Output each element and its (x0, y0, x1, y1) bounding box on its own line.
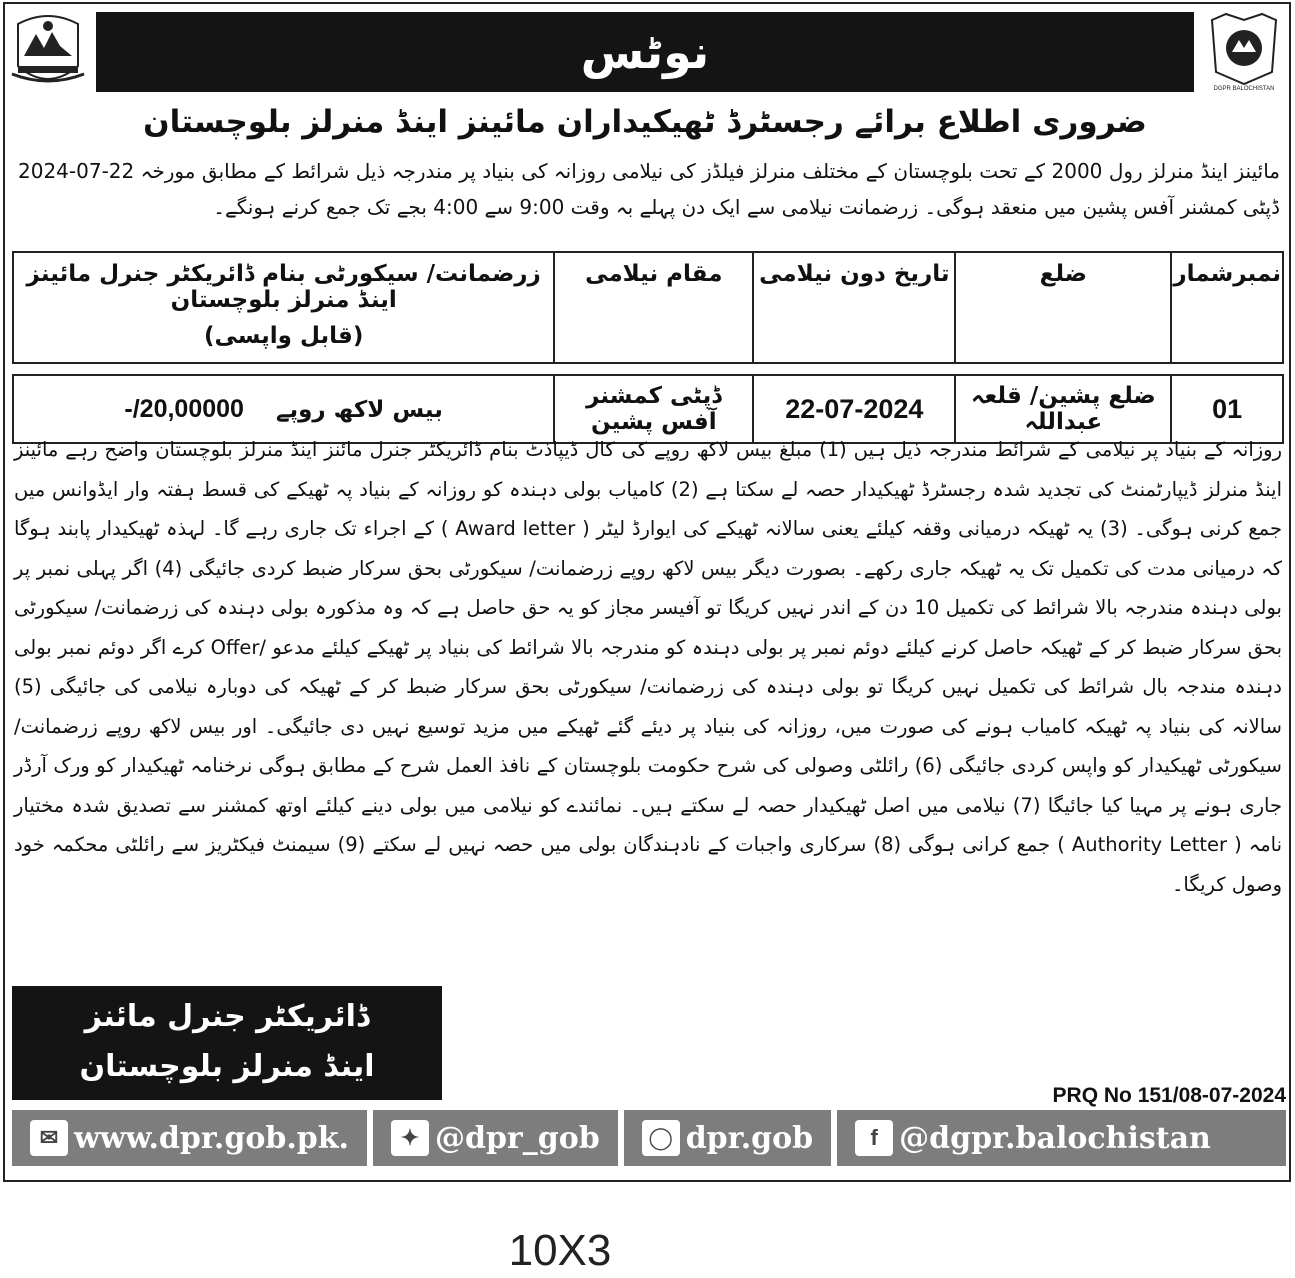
web-icon: ✉ (30, 1120, 68, 1156)
header-serial: نمبرشمار (1171, 252, 1283, 363)
signature-line-2: اینڈ منرلز بلوچستان (79, 1049, 375, 1084)
divider (618, 1110, 624, 1166)
signature-line-1: ڈائریکٹر جنرل مائنز (84, 999, 370, 1034)
twitter-icon: ✦ (391, 1120, 429, 1156)
header-security (13, 252, 554, 363)
cell-district: ضلع پشین/ قلعہ عبداللہ (955, 375, 1171, 443)
facebook-text: @dgpr.balochistan (899, 1120, 1211, 1156)
website-link[interactable] (30, 1120, 349, 1156)
header-venue: مقام نیلامی (554, 252, 753, 363)
cell-date: 22-07-2024 (753, 375, 955, 443)
header-security-note: (قابل واپسی) (203, 323, 364, 349)
dgpr-logo-label: DGPR BALOCHISTAN (1213, 86, 1275, 92)
social-links-bar (12, 1110, 1286, 1166)
instagram-text: dpr.gob (685, 1120, 814, 1156)
header-security-label: زرضمانت/ سیکورٹی بنام ڈائریکٹر جنرل مائینز اینڈ منرلز بلوچستان (26, 261, 541, 313)
terms-paragraph: روزانہ کے بنیاد پر نیلامی کے شرائط مندرجہ ذیل ہیں (1) مبلغ بیس لاکھ روپے کی کال ڈیپاذٹ بنام ڈائریکٹر جنرل مائنز اینڈ منرلز بلوچستان واضح رہے مائینز اینڈ منرلز ڈیپارٹمنٹ کی تجدید شدہ رجسٹرڈ ٹھیکیدار حصہ لے سکتا ہے (2) کامیاب بولی دہندہ کو روزانہ کے بنیاد پہ ٹھیکے کی قسط ہفتہ وار ایڈوانس میں جمع کرنی ہوگی۔ (3) یہ ٹھیکہ درمیانی وقفہ کیلئے یعنی سالانہ ٹھیکے کی ایوارڈ لیٹر ( Award letter ) کے اجراء تک جاری رہے گا۔ لہذہ ٹھیکیدار پابند ہوگا کہ درمیانی مدت کی تکمیل تک یہ ٹھیکہ جاری رکھے۔ بصورت دیگر بیس لاکھ روپے زرضمانت/ سیکورٹی بحق سرکار ضبط کردی جائیگی (4) اگر پہلی نمبر پر بولی دہندہ مندرجہ بالا شرائط کی تکمیل 10 دن کے اندر نہیں کریگا تو آفیسر مجاز کو یہ حق حاصل ہے کہ وہ مذکورہ بولی دہندہ کی زرضمانت/ سیکورٹی بحق سرکار ضبط کر کے ٹھیکہ حاصل کرنے کیلئے دوئم نمبر پر بولی دہندہ کو مندرجہ بالا شرائط کی بنیاد پر ٹھیکے کیلئے مدعو /Offer کرے اگر دوئم نمبر بولی دہندہ مندجہ بال شرائط کی تکمیل نہیں کریگا تو بولی دہندہ کی زرضمانت/ سیکورٹی بحق سرکار ضبط کر کے ٹھیکہ کی دوبارہ نیلامی کی جائیگی (5) سالانہ کی بنیاد پہ ٹھیکہ کامیاب ہونے کی صورت میں، روزانہ کی بنیاد پر دیئے گئے ٹھیکے میں مزید توسیع نہیں دی جائیگی۔ اور بیس لاکھ روپے زرضمانت/ سیکورٹی ٹھیکیدار کو واپس کردی جائیگی (6) رائلٹی وصولی کی شرح حکومت بلوچستان کے نافذ العمل شرح کے مطابق ہوگی نرخنامہ ٹھیکیدار کو ورک آرڈر جاری ہونے پر مہیا کیا جائیگا (7) نیلامی میں اصل ٹھیکیدار حصہ لے سکتے ہیں۔ نمائندے کو نیلامی میں بولی دینے کیلئے اوتھ کمشنر سے تصدیق شدہ مختیار نامہ ( Authority Letter ) جمع کرانی ہوگی (8) سرکاری واجبات کے نادہندگان بولی میں حصہ نہیں لے سکتے (9) سیمنٹ فیکٹریز سے رائلٹی محکمہ خود وصول کریگا۔ (14, 438, 1283, 896)
twitter-link[interactable] (391, 1120, 600, 1156)
twitter-text: @dpr_gob (434, 1120, 600, 1156)
table-header-row (13, 252, 1283, 363)
cell-serial: 01 (1171, 375, 1283, 443)
facebook-link[interactable] (855, 1120, 1211, 1156)
balochistan-emblem-icon (8, 12, 88, 92)
divider (367, 1110, 373, 1166)
signature-box (12, 986, 442, 1100)
auction-schedule-table (12, 251, 1284, 444)
facebook-icon: f (855, 1120, 893, 1156)
notice-title: نوٹس (96, 12, 1194, 92)
cell-venue: ڈپٹی کمشنر آفس پشین (554, 375, 753, 443)
instagram-icon: ◯ (642, 1120, 680, 1156)
header-district: ضلع (955, 252, 1171, 363)
amount-value: 20,00000/- (124, 394, 244, 423)
amount-words: بیس لاکھ روپے (275, 396, 443, 423)
website-text: www.dpr.gob.pk. (74, 1120, 349, 1156)
notice-headline: ضروری اطلاع برائے رجسٹرڈ ٹھیکیداران مائینز اینڈ منرلز بلوچستان (143, 104, 1147, 140)
instagram-link[interactable] (642, 1120, 813, 1156)
dgpr-logo-icon (1206, 12, 1282, 92)
divider (831, 1110, 837, 1166)
intro-paragraph: مائینز اینڈ منرلز رول 2000 کے تحت بلوچستان کے مختلف منرلز فیلڈز کی نیلامی روزانہ کی بنیاد پر مندرجہ ذیل شرائط کے مطابق مورخہ 22-07-2024 ڈپٹی کمشنر آفس پشین میں منعقد ہوگی۔ زرضمانت نیلامی سے ایک دن پہلے بہ وقت 9:00 سے 4:00 بجے تک جمع کرنے ہونگے۔ (18, 159, 1280, 219)
header-date: تاریخ دون نیلامی (753, 252, 955, 363)
ad-size-label: 10X3 (508, 1226, 612, 1275)
prq-number: PRQ No 151/08-07-2024 (1052, 1084, 1286, 1107)
